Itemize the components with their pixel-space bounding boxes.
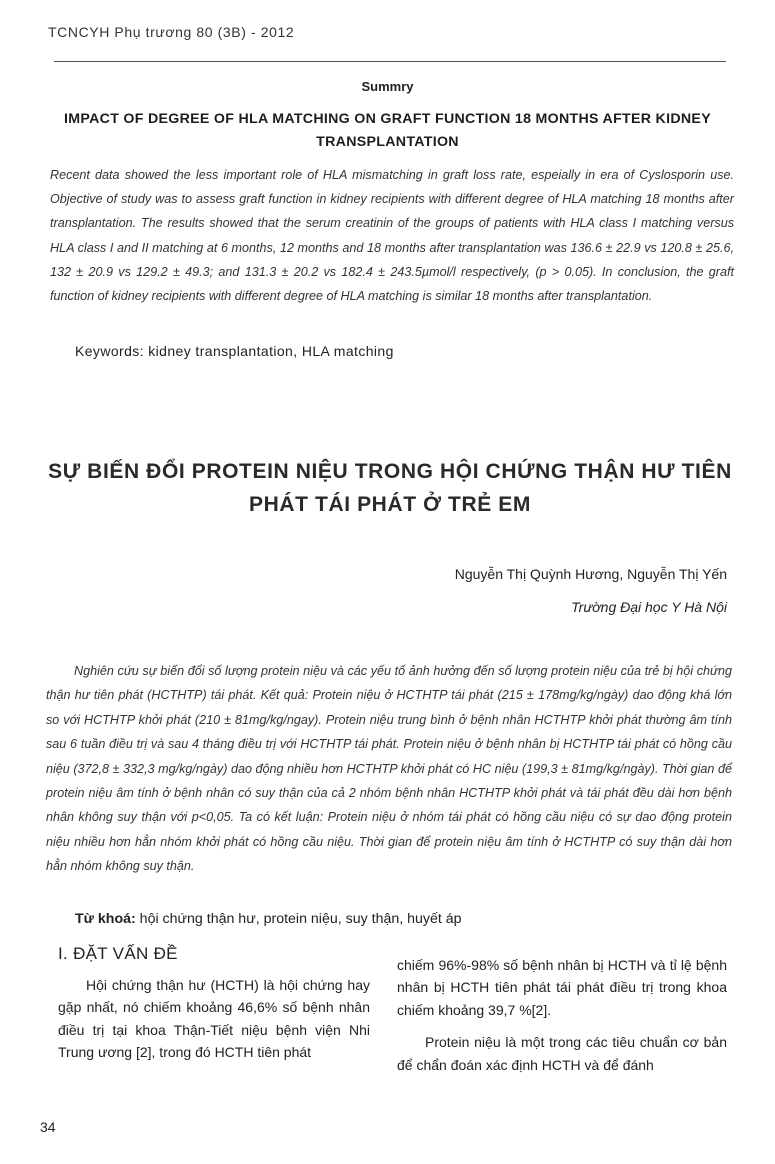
keywords-label: Từ khoá: <box>75 911 136 927</box>
summary-keywords: Keywords: kidney transplantation, HLA matching <box>75 343 394 359</box>
left-column <box>58 944 370 1064</box>
summary-label: Summry <box>361 79 414 94</box>
right-column <box>397 954 727 1076</box>
summary-abstract: Recent data showed the less important role of HLA mismatching in graft loss rate, espeially in era of Cyslosporin use. Objective of study was to assess graft function in kidney recipients with different degree of HLA matching 18 months after transplantation. The results showed that the serum creatinin of the groups of patients with HLA class I matching versus HLA class I and II matching at 6 months, 12 months and 18 months after transplantation was 136.6 ± 22.9 vs 120.8 ± 25.6, 132 ± 20.9 vs 129.2 ± 49.3; and 131.3 ± 20.2 vs 182.4 ± 243.5µmol/l respectively, (p > 0.05). In conclusion, the graft function of kidney recipients with different degree of HLA matching is similar 18 months after transplantation. <box>50 168 734 304</box>
summary-title: IMPACT OF DEGREE OF HLA MATCHING ON GRAFT FUNCTION 18 MONTHS AFTER KIDNEY TRANSPLANTATION <box>64 111 711 150</box>
article-keywords <box>75 911 462 927</box>
body-paragraph: chiếm 96%-98% số bệnh nhân bị HCTH và tỉ lệ bệnh nhân bị HCTH tiên phát tái phát điều trị trong khoa chiếm khoảng 39,7 %[2]. <box>397 957 727 1018</box>
page-number: 34 <box>40 1119 56 1135</box>
section-heading: I. ĐẶT VẤN ĐỀ <box>58 944 178 963</box>
running-header: TCNCYH Phụ trương 80 (3B) - 2012 <box>48 24 295 40</box>
article-authors: Nguyễn Thị Quỳnh Hương, Nguyễn Thị Yến <box>454 566 727 582</box>
article-affiliation: Trường Đại học Y Hà Nội <box>571 599 727 615</box>
body-paragraph: Protein niệu là một trong các tiêu chuẩn cơ bản để chẩn đoán xác định HCTH và để đánh <box>397 1034 727 1073</box>
article-title: SỰ BIẾN ĐỔI PROTEIN NIỆU TRONG HỘI CHỨNG THẬN HƯ TIÊN PHÁT TÁI PHÁT Ở TRẺ EM <box>48 460 732 516</box>
body-paragraph: Hội chứng thận hư (HCTH) là hội chứng hay gặp nhất, nó chiếm khoảng 46,6% số bệnh nhân điều trị tại khoa Thận-Tiết niệu bệnh viện Nhi Trung ương [2], trong đó HCTH tiên phát <box>58 977 370 1061</box>
keywords-text: hội chứng thận hư, protein niệu, suy thận, huyết áp <box>135 911 462 927</box>
article-abstract: Nghiên cứu sự biến đổi số lượng protein niệu và các yếu tố ảnh hưởng đến số lượng protein niệu của trẻ bị hội chứng thận hư tiên phát (HCTHTP) tái phát. Kết quả: Protein niệu ở HCTHTP tái phát (215 ± 178mg/kg/ngày) dao động khá lớn so với HCTHTP khởi phát (210 ± 81mg/kg/ngay). Protein niệu trung bình ở bệnh nhân HCTHTP khởi phát thường âm tính sau 6 tuần điều trị và sau 4 tháng điều trị với HCTHTP tái phát. Protein niệu ở bệnh nhân bị HCTHTP tái phát có hồng cầu niệu (372,8 ± 332,3 mg/kg/ngày) dao động nhiều hơn HCTHTP khởi phát có HC niệu (199,3 ± 81mg/kg/ngày). Thời gian để protein niệu âm tính ở bệnh nhân có suy thận của cả 2 nhóm bệnh nhân HCTHTP khởi phát và tái phát đều dài hơn bệnh nhân không suy thận với p<0,05. Ta có kết luận: Protein niệu ở nhóm tái phát có hồng cầu niệu có sự dao động protein niệu nhiều hơn hẳn nhóm khởi phát có hồng cầu niệu. Thời gian để protein niệu âm tính ở HCTHTP có suy thận dài hơn hẳn nhóm không suy thận. <box>46 664 732 874</box>
header-rule <box>54 61 726 62</box>
